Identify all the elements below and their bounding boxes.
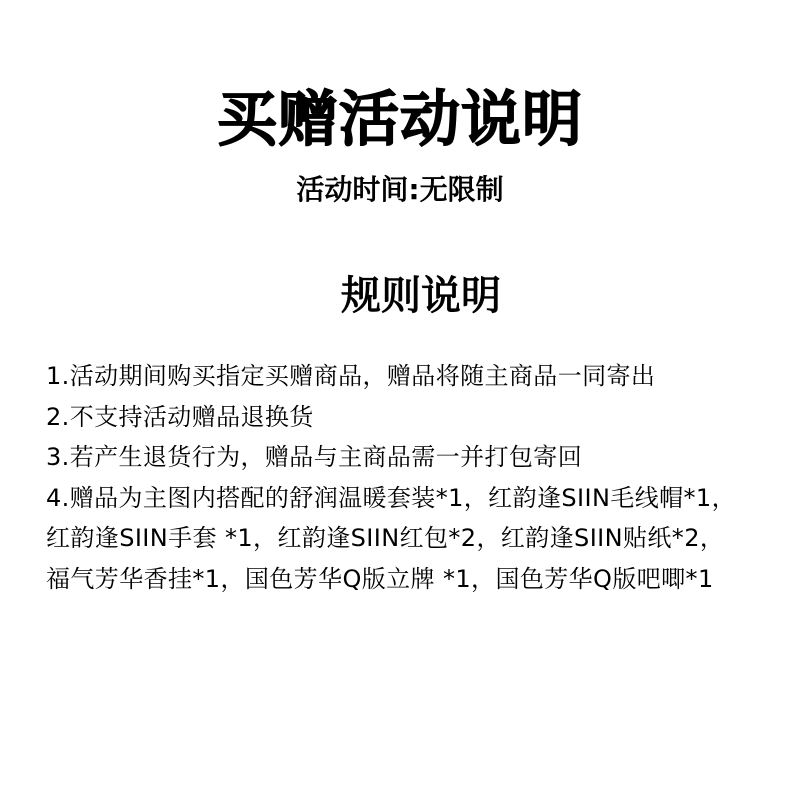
rule-item-3: 3.若产生退货行为，赠品与主商品需一并打包寄回	[46, 443, 583, 471]
rules-list	[46, 356, 746, 599]
activity-time: 活动时间:无限制	[296, 173, 504, 206]
rule-item-2: 2.不支持活动赠品退换货	[46, 402, 314, 431]
rule-item-4: 4.赠品为主图内搭配的舒润温暖套装*1，红韵逢SIIN毛线帽*1，红韵逢SIIN手套 *1，红韵逢SIIN红包*2，红韵逢SIIN贴纸*2，福气芳华香挂*1，国色芳华Q版立牌 *1，国色芳华Q版吧唧*1	[46, 483, 736, 593]
rules-heading: 规则说明	[341, 273, 501, 319]
page-title: 买赠活动说明	[217, 85, 583, 155]
rule-item-1: 1.活动期间购买指定买赠商品，赠品将随主商品一同寄出	[46, 362, 656, 390]
